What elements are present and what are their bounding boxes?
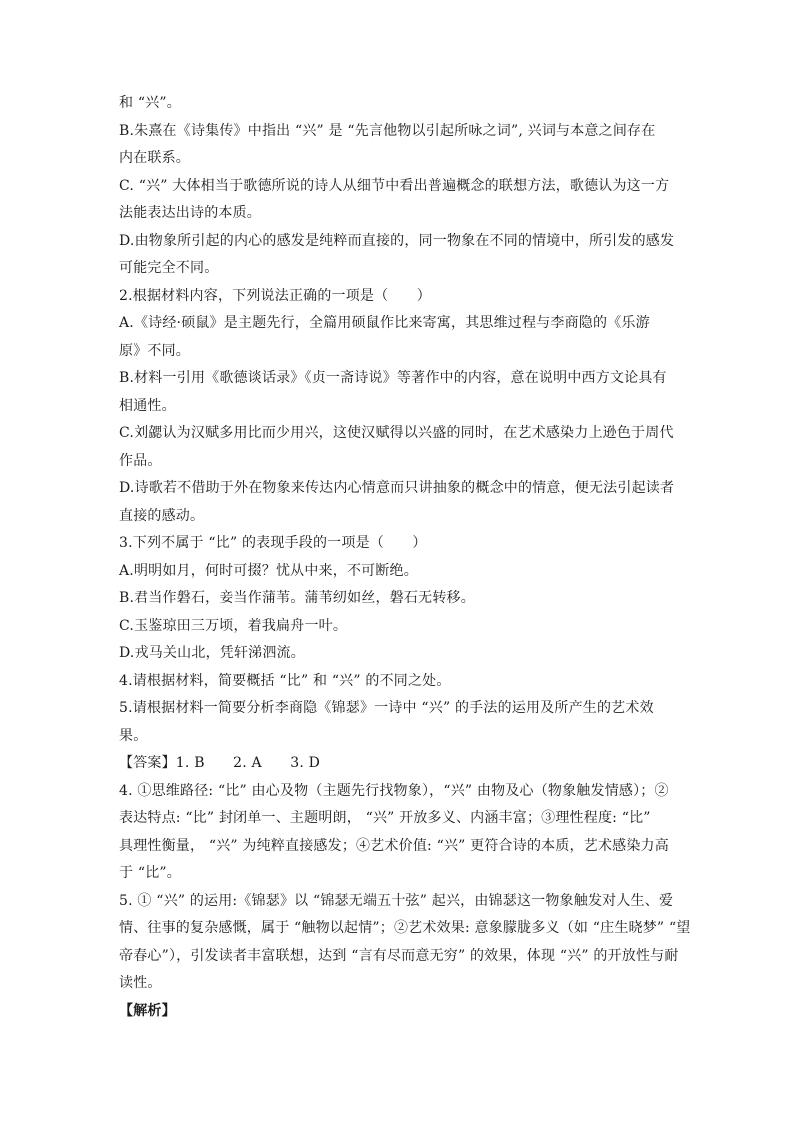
answer-4-line: 表达特点: “比” 封闭单一、主题明朗， “兴” 开放多义、内涵丰富；③理性程度: “比” <box>119 810 651 826</box>
answer-heading: 【答案】1. B 2. A 3. D <box>119 755 321 771</box>
text-line: 果。 <box>119 727 148 744</box>
text-line: 和 “兴”。 <box>119 95 181 111</box>
option-b-line: B.材料一引用《歌德谈话录》《贞一斋诗说》等著作中的内容，意在说明中西方文论具有 <box>119 370 667 386</box>
answer-5-line: 5. ① “兴” 的运用:《锦瑟》以 “锦瑟无端五十弦” 起兴，由锦瑟这一物象触发对人生、爱 <box>119 892 674 909</box>
answer-4-line: 于 “比”。 <box>119 865 181 881</box>
answer-5-line: 读性。 <box>119 975 162 991</box>
text-line: 内在联系。 <box>119 150 190 166</box>
option-d-line: D.由物象所引起的内心的感发是纯粹而直接的，同一物象在不同的情境中，所引发的感发 <box>119 232 675 249</box>
question-2: 2.根据材料内容，下列说法正确的一项是（ ） <box>119 287 431 304</box>
option-a-line: A.明明如月，何时可掇？忧从中来，不可断绝。 <box>119 562 418 579</box>
option-b-line: B.君当作磐石，妾当作蒲苇。蒲苇纫如丝，磐石无转移。 <box>119 590 475 606</box>
answer-5-line: 情、往事的复杂感慨，属于 “触物以起情”；②艺术效果: 意象朦胧多义（如 “庄生晓梦” “望 <box>119 920 691 936</box>
option-c-line: C.玉鉴琼田三万顷，着我扁舟一叶。 <box>119 617 348 634</box>
answer-4-line: 4. ①思维路径: “比” 由心及物（主题先行找物象），“兴” 由物及心（物象触发情感）；② <box>119 782 669 799</box>
option-a-line: A.《诗经·硕鼠》是主题先行，全篇用硕鼠作比来寄寓，其思维过程与李商隐的《乐游 <box>119 315 650 331</box>
text-line: 法能表达出诗的本质。 <box>119 205 261 221</box>
option-d-line: D.戎马关山北，凭轩涕泗流。 <box>119 645 305 661</box>
text-line: 原》不同。 <box>119 342 190 359</box>
analysis-heading: 【解析】 <box>119 1002 176 1019</box>
answer-5-line: 帝春心”），引发读者丰富联想，达到 “言有尽而意无穷” 的效果，体现 “兴” 的开放性与耐 <box>119 947 679 964</box>
text-line: 可能完全不同。 <box>119 260 219 276</box>
question-3: 3.下列不属于 “比” 的表现手段的一项是（ ） <box>119 535 427 551</box>
question-4: 4.请根据材料，简要概括 “比” 和 “兴” 的不同之处。 <box>119 672 451 689</box>
option-d-line: D.诗歌若不借助于外在物象来传达内心情意而只讲抽象的概念中的情意，便无法引起读者 <box>119 480 675 496</box>
option-b-line: B.朱熹在《诗集传》中指出 “兴” 是 “先言他物以引起所咏之词”, 兴词与本意之间存在 <box>119 122 656 139</box>
text-line: 作品。 <box>119 452 162 469</box>
question-5: 5.请根据材料一简要分析李商隐《锦瑟》一诗中 “兴” 的手法的运用及所产生的艺术效 <box>119 700 654 716</box>
text-line: 直接的感动。 <box>119 507 205 524</box>
text-line: 相通性。 <box>119 397 176 414</box>
option-c-line: C.刘勰认为汉赋多用比而少用兴，这使汉赋得以兴盛的同时，在艺术感染力上逊色于周代 <box>119 425 674 441</box>
answer-4-line: 具理性衡量， “兴” 为纯粹直接感发；④艺术价值: “兴” 更符合诗的本质，艺术感染力高 <box>119 837 669 854</box>
document-page <box>119 90 691 1025</box>
option-c-line: C. “兴” 大体相当于歌德所说的诗人从细节中看出普遍概念的联想方法，歌德认为这一方 <box>119 177 670 194</box>
